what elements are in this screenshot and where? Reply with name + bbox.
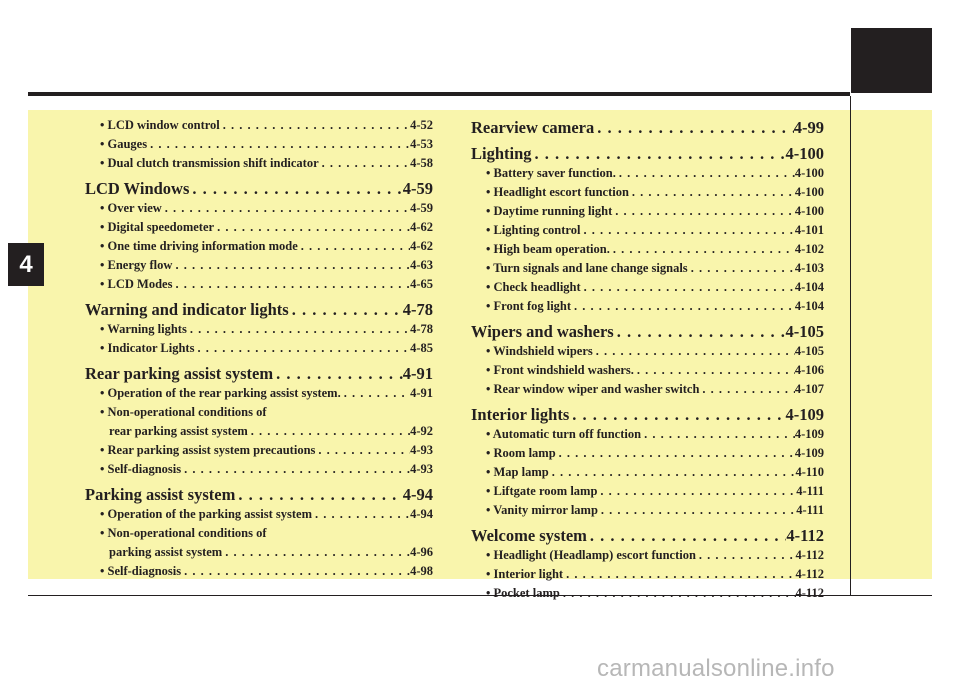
toc-subentry[interactable] <box>471 261 824 280</box>
toc-page-number: 4-62 <box>410 220 433 234</box>
toc-page-number: 4-94 <box>410 507 433 521</box>
dot-leader <box>699 382 794 397</box>
toc-entry-title: • Map lamp <box>486 465 549 479</box>
toc-page-number: 4-100 <box>794 204 824 218</box>
toc-entry-title: • One time driving information mode <box>100 239 298 253</box>
dot-leader <box>312 507 410 522</box>
toc-subentry[interactable] <box>85 118 433 137</box>
toc-subentry[interactable] <box>471 446 824 465</box>
toc-entry-label-line1: • Non-operational conditions of <box>100 405 267 419</box>
toc-page-number: 4-59 <box>410 201 433 215</box>
toc-subentry[interactable] <box>471 299 824 318</box>
dot-leader <box>298 239 410 254</box>
toc-page-number: 4-92 <box>410 424 433 438</box>
toc-page-number: 4-104 <box>794 299 824 313</box>
toc-entry-title: • Vanity mirror lamp <box>486 503 598 517</box>
toc-entry-title: • Indicator Lights <box>100 341 195 355</box>
toc-entry-title: LCD Windows <box>85 179 190 198</box>
toc-entry-title: • LCD window control <box>100 118 220 132</box>
toc-subentry[interactable] <box>471 548 824 567</box>
dot-leader <box>181 462 410 477</box>
toc-entry-title: Rear parking assist system <box>85 364 274 383</box>
dot-leader <box>571 299 795 314</box>
toc-entry-title: • Front fog light <box>486 299 572 313</box>
toc-page-number: 4-59 <box>402 179 433 198</box>
toc-entry-title: Lighting <box>471 144 532 163</box>
toc-page-number: 4-65 <box>410 277 433 291</box>
toc-entry-title: • Interior light <box>486 567 564 581</box>
toc-page-number: 4-62 <box>410 239 433 253</box>
toc-page-number: 4-78 <box>402 300 433 319</box>
toc-entry-title: • Operation of the parking assist system <box>100 507 313 521</box>
toc-entry-title: • Over view <box>100 201 162 215</box>
toc-subentry[interactable] <box>471 363 824 382</box>
toc-page-number: 4-112 <box>795 548 824 562</box>
vertical-divider <box>850 96 851 596</box>
dot-leader <box>549 465 796 480</box>
toc-page-number: 4-100 <box>794 185 824 199</box>
toc-page-number: 4-53 <box>410 137 433 151</box>
dot-leader <box>563 567 795 582</box>
toc-subentry[interactable] <box>471 567 824 586</box>
toc-entry-title: • Self-diagnosis <box>100 462 182 476</box>
toc-page-number: 4-52 <box>410 118 433 132</box>
dot-leader <box>532 144 786 164</box>
toc-subentry[interactable] <box>471 185 824 204</box>
dot-leader <box>147 137 410 152</box>
toc-page-number: 4-110 <box>795 465 824 479</box>
toc-entry-title: • Liftgate room lamp <box>486 484 598 498</box>
toc-entry-title: Interior lights <box>471 405 570 424</box>
toc-subentry[interactable] <box>471 427 824 446</box>
toc-page-number: 4-112 <box>786 526 824 545</box>
toc-subentry[interactable] <box>85 443 433 462</box>
toc-subentry[interactable] <box>471 382 824 401</box>
toc-subentry[interactable] <box>85 545 433 564</box>
toc-section-entry[interactable] <box>471 144 824 166</box>
toc-entry-label-line1: • Non-operational conditions of <box>100 526 267 540</box>
toc-entry-title: • Gauges <box>100 137 148 151</box>
toc-entry-title: rear parking assist system <box>109 424 248 438</box>
toc-section-entry[interactable] <box>471 405 824 427</box>
toc-entry-title: Parking assist system <box>85 485 236 504</box>
dot-leader <box>222 545 410 560</box>
dot-leader <box>598 503 796 518</box>
dot-leader <box>569 405 785 425</box>
dot-leader <box>634 363 795 378</box>
toc-entry-title: • Headlight (Headlamp) escort function <box>486 548 696 562</box>
toc-entry-title: • Rear parking assist system precautions <box>100 443 316 457</box>
toc-subentry[interactable] <box>471 242 824 261</box>
dot-leader <box>214 220 410 235</box>
toc-page-number: 4-93 <box>410 443 433 457</box>
toc-entry-title: • Automatic turn off function <box>486 427 642 441</box>
toc-entry-title: • Warning lights <box>100 322 187 336</box>
dot-leader <box>181 564 410 579</box>
toc-subentry[interactable] <box>471 586 824 605</box>
toc-entry-title: • Turn signals and lane change signals <box>486 261 688 275</box>
toc-page-number: 4-101 <box>794 223 824 237</box>
dot-leader <box>614 322 786 342</box>
toc-page-number: 4-107 <box>794 382 824 396</box>
chapter-number-tab: 4 <box>8 243 44 286</box>
dot-leader <box>273 364 403 384</box>
toc-subentry[interactable] <box>85 258 433 277</box>
top-rule <box>28 92 850 96</box>
toc-entry-title: • LCD Modes <box>100 277 173 291</box>
toc-entry-title: Welcome system <box>471 526 587 545</box>
toc-page-number: 4-63 <box>410 258 433 272</box>
toc-section-entry[interactable] <box>85 485 433 507</box>
toc-page-number: 4-91 <box>402 364 433 383</box>
dot-leader <box>172 277 410 292</box>
toc-section-entry[interactable] <box>471 322 824 344</box>
dot-leader <box>341 386 410 401</box>
toc-entry-title: • Check headlight <box>486 280 581 294</box>
toc-page-number: 4-103 <box>794 261 824 275</box>
toc-page-number: 4-112 <box>795 567 824 581</box>
toc-entry-title: • Self-diagnosis <box>100 564 182 578</box>
dot-leader <box>248 424 410 439</box>
toc-entry-title: • Front windshield washers. <box>486 363 634 377</box>
dot-leader <box>220 118 410 133</box>
dot-leader <box>556 446 795 461</box>
toc-entry-title: parking assist system <box>109 545 223 559</box>
dot-leader <box>581 280 795 295</box>
toc-entry-title: • Digital speedometer <box>100 220 215 234</box>
toc-page-number: 4-109 <box>794 427 824 441</box>
toc-entry-title: • Lighting control <box>486 223 581 237</box>
toc-page-number: 4-100 <box>785 144 824 163</box>
toc-subentry[interactable] <box>85 462 433 481</box>
toc-section-entry[interactable] <box>85 179 433 201</box>
dot-leader <box>189 179 402 199</box>
toc-entry-title: • Daytime running light <box>486 204 613 218</box>
toc-page-number: 4-100 <box>794 166 824 180</box>
dot-leader <box>587 526 786 546</box>
toc-page-number: 4-111 <box>796 503 824 517</box>
dot-leader <box>641 427 795 442</box>
dot-leader <box>610 242 795 257</box>
dot-leader <box>688 261 795 276</box>
toc-subentry[interactable] <box>85 201 433 220</box>
toc-page-number: 4-93 <box>410 462 433 476</box>
dot-leader <box>560 586 796 601</box>
toc-subentry[interactable] <box>471 223 824 242</box>
toc-subentry[interactable] <box>85 277 433 296</box>
toc-section-entry[interactable] <box>85 364 433 386</box>
toc-subentry[interactable] <box>85 424 433 443</box>
toc-entry-title: • Windshield wipers <box>486 344 593 358</box>
toc-section-entry[interactable] <box>85 300 433 322</box>
corner-black-tab <box>851 28 932 93</box>
dot-leader <box>580 223 794 238</box>
toc-subentry[interactable] <box>471 465 824 484</box>
dot-leader <box>289 300 403 320</box>
toc-page-number: 4-58 <box>410 156 433 170</box>
toc-entry-title: Warning and indicator lights <box>85 300 289 319</box>
toc-subentry[interactable] <box>471 344 824 363</box>
toc-entry-title: • Rear window wiper and washer switch <box>486 382 700 396</box>
dot-leader <box>187 322 410 337</box>
toc-entry-title: • High beam operation. <box>486 242 610 256</box>
toc-section-entry[interactable] <box>471 118 824 140</box>
toc-entry-title: • Battery saver function. <box>486 166 616 180</box>
toc-subentry[interactable] <box>85 220 433 239</box>
toc-page-number: 4-104 <box>794 280 824 294</box>
toc-page-number: 4-112 <box>795 586 824 600</box>
dot-leader <box>612 204 795 219</box>
toc-entry-title: • Headlight escort function <box>486 185 629 199</box>
toc-subentry[interactable] <box>471 166 824 185</box>
dot-leader <box>162 201 410 216</box>
toc-section-entry[interactable] <box>471 526 824 548</box>
toc-page-number: 4-98 <box>410 564 433 578</box>
dot-leader <box>172 258 410 273</box>
toc-page-number: 4-105 <box>785 322 824 341</box>
toc-entry-title: • Dual clutch transmission shift indicator <box>100 156 319 170</box>
watermark-text: carmanualsonline.info <box>597 655 835 682</box>
toc-subentry[interactable] <box>471 484 824 503</box>
dot-leader <box>194 341 410 356</box>
toc-page-number: 4-99 <box>793 118 824 137</box>
toc-subentry[interactable] <box>471 204 824 223</box>
dot-leader <box>597 484 796 499</box>
toc-entry-title: • Pocket lamp <box>486 586 560 600</box>
toc-page-number: 4-105 <box>794 344 824 358</box>
toc-subentry[interactable] <box>85 239 433 258</box>
toc-page-number: 4-109 <box>785 405 824 424</box>
toc-subentry[interactable] <box>85 386 433 405</box>
toc-subentry[interactable] <box>85 137 433 156</box>
dot-leader <box>629 185 795 200</box>
toc-page-number: 4-96 <box>410 545 433 559</box>
toc-subentry[interactable] <box>471 503 824 522</box>
toc-page-number: 4-102 <box>794 242 824 256</box>
toc-page-number: 4-106 <box>794 363 824 377</box>
dot-leader <box>235 485 402 505</box>
toc-page-number: 4-109 <box>794 446 824 460</box>
toc-page-number: 4-85 <box>410 341 433 355</box>
toc-left-column <box>85 118 433 583</box>
toc-entry-title: • Operation of the rear parking assist system. <box>100 386 341 400</box>
dot-leader <box>616 166 795 181</box>
toc-subentry[interactable] <box>85 322 433 341</box>
dot-leader <box>696 548 796 563</box>
toc-entry-title: • Energy flow <box>100 258 173 272</box>
toc-right-column <box>471 118 824 605</box>
toc-subentry[interactable] <box>85 156 433 175</box>
dot-leader <box>315 443 410 458</box>
toc-entry-title: Wipers and washers <box>471 322 614 341</box>
dot-leader <box>594 118 794 138</box>
toc-page-number: 4-94 <box>402 485 433 504</box>
toc-page-number: 4-91 <box>410 386 433 400</box>
toc-entry-title: • Room lamp <box>486 446 556 460</box>
dot-leader <box>593 344 795 359</box>
toc-entry-title: Rearview camera <box>471 118 595 137</box>
toc-subentry[interactable] <box>471 280 824 299</box>
toc-subentry[interactable] <box>85 564 433 583</box>
toc-subentry[interactable] <box>85 507 433 526</box>
dot-leader <box>319 156 410 171</box>
toc-subentry[interactable] <box>85 341 433 360</box>
toc-page-number: 4-111 <box>796 484 824 498</box>
toc-page-number: 4-78 <box>410 322 433 336</box>
